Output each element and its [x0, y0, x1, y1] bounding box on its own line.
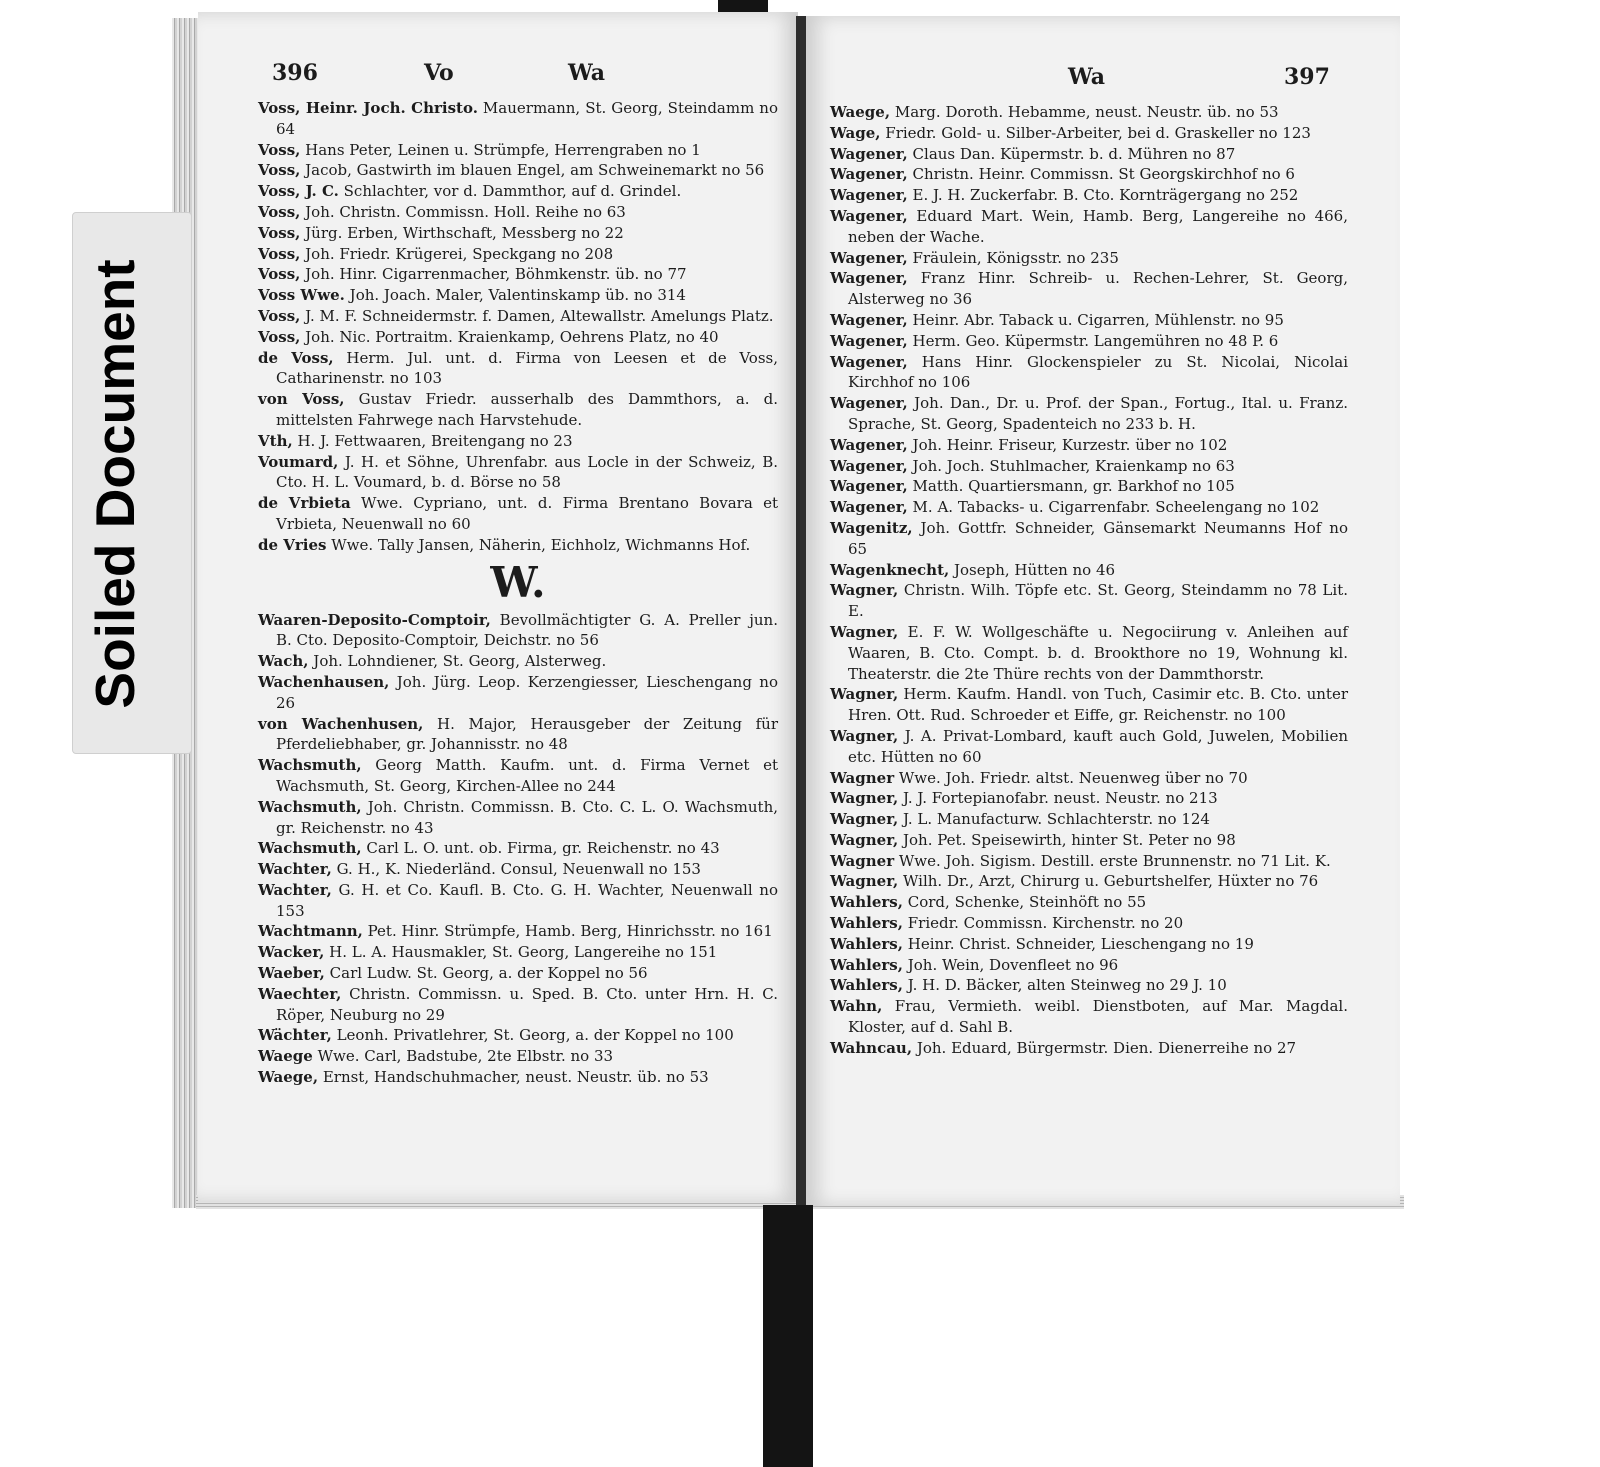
entry-details: Ernst, Handschuhmacher, neust. Neustr. üb. no 53: [318, 1068, 709, 1087]
entry-details: H. J. Fettwaaren, Breitengang no 23: [292, 431, 573, 450]
entry-name: Wage,: [830, 123, 881, 142]
entry-details: G. H., K. Niederländ. Consul, Neuenwall no 153: [331, 860, 701, 879]
directory-entry: [258, 859, 778, 880]
entry-details: Franz Hinr. Schreib- u. Rechen-Lehrer, St. Georg, Alsterweg no 36: [848, 269, 1348, 309]
entry-name: Wagner,: [830, 810, 899, 829]
entry-name: Wagener,: [830, 248, 908, 267]
directory-entry: [258, 1067, 778, 1088]
directory-entry: [258, 202, 778, 223]
entry-details: E. F. W. Wollgeschäfte u. Negociirung v. Anleihen auf Waaren, B. Cto. Compt. b. d. Brookthore no 19, Wohnung kl. Theaterstr. die 2te Thüre rechts von der Dammthorstr.: [848, 622, 1348, 683]
entry-details: Joh. Gottfr. Schneider, Gänsemarkt Neumanns Hof no 65: [848, 518, 1348, 558]
entry-name: Wagener,: [830, 498, 908, 517]
entry-details: Wwe. Joh. Sigism. Destill. erste Brunnenstr. no 71 Lit. K.: [894, 851, 1331, 870]
directory-entry: [258, 838, 778, 859]
directory-entry: [830, 726, 1348, 768]
right-page: [806, 16, 1400, 1206]
entry-name: Wagener,: [830, 352, 908, 371]
entry-details: Carl Ludw. St. Georg, a. der Koppel no 56: [324, 964, 648, 983]
entry-name: Wagenknecht,: [830, 560, 950, 579]
entry-details: Carl L. O. unt. ob. Firma, gr. Reichenstr. no 43: [361, 839, 720, 858]
directory-entry: [258, 942, 778, 963]
entry-name: de Vries: [258, 535, 327, 554]
entry-name: von Voss,: [258, 390, 345, 409]
entry-name: Wahlers,: [830, 976, 903, 995]
entry-details: Wwe. Carl, Badstube, 2te Elbstr. no 33: [312, 1047, 614, 1066]
entry-name: Wagner,: [830, 872, 899, 891]
directory-entry: [258, 651, 778, 672]
directory-entry: [830, 123, 1348, 144]
directory-entry: [830, 435, 1348, 456]
entry-name: Wahncau,: [830, 1038, 913, 1057]
directory-entry: [830, 892, 1348, 913]
entry-name: Voss,: [258, 223, 301, 242]
directory-entry: [830, 975, 1348, 996]
left-header-first: Vo: [424, 60, 454, 86]
entry-name: Wagner,: [830, 726, 899, 745]
directory-entry: [830, 206, 1348, 248]
entry-details: Friedr. Commissn. Kirchenstr. no 20: [902, 914, 1184, 933]
entry-details: Cord, Schenke, Steinhöft no 55: [902, 893, 1147, 912]
entry-name: Wacker,: [258, 943, 325, 962]
entry-details: Joh. Friedr. Krügerei, Speckgang no 208: [300, 244, 614, 263]
entry-details: M. A. Tabacks- u. Cigarrenfabr. Scheelengang no 102: [907, 498, 1320, 517]
soiled-document-label: Soiled Document: [84, 259, 146, 709]
entry-name: Wagener,: [830, 456, 908, 475]
directory-entry: [258, 181, 778, 202]
entry-name: Wagener,: [830, 206, 908, 225]
directory-entry: [258, 535, 778, 556]
directory-entry: [830, 102, 1348, 123]
entry-details: Bevollmächtigter G. A. Preller jun. B. Cto. Deposito-Comptoir, Deichstr. no 56: [276, 610, 778, 650]
entry-details: Joh. Christn. Commissn. Holl. Reihe no 63: [300, 202, 626, 221]
directory-entry: [258, 755, 778, 797]
directory-entry: [258, 244, 778, 265]
entry-name: Waege,: [830, 103, 891, 121]
entry-name: Wagener,: [830, 394, 908, 413]
directory-entry: [258, 452, 778, 494]
directory-entry: [258, 223, 778, 244]
directory-entry: [258, 1046, 778, 1067]
entry-name: Waechter,: [258, 984, 342, 1003]
entry-name: Wagner: [830, 768, 895, 787]
entry-details: Jacob, Gastwirth im blauen Engel, am Schweinemarkt no 56: [300, 161, 765, 180]
entry-name: Wachtmann,: [258, 922, 363, 941]
entry-name: Wagener,: [830, 435, 908, 454]
entry-details: Joh. Eduard, Bürgermstr. Dien. Dienerreihe no 27: [912, 1038, 1297, 1057]
directory-entry: [830, 393, 1348, 435]
directory-entry: [830, 560, 1348, 581]
entry-name: Vth,: [258, 431, 293, 450]
entry-name: Voss,: [258, 140, 301, 159]
directory-entry: [258, 431, 778, 452]
entry-name: Waaren-Deposito-Comptoir,: [258, 610, 491, 629]
left-page: [198, 12, 798, 1202]
entry-name: Wagener,: [830, 477, 908, 496]
entry-name: Wachsmuth,: [258, 839, 362, 858]
directory-entry: [830, 830, 1348, 851]
right-header-second: Wa: [1068, 64, 1106, 90]
directory-entry: [830, 476, 1348, 497]
directory-entry: [258, 327, 778, 348]
directory-entry: [830, 996, 1348, 1038]
entry-details: J. A. Privat-Lombard, kauft auch Gold, Juwelen, Mobilien etc. Hütten no 60: [848, 726, 1348, 766]
directory-entry: [258, 160, 778, 181]
entry-details: Frau, Vermieth. weibl. Dienstboten, auf Mar. Magdal. Kloster, auf d. Sahl B.: [848, 997, 1348, 1037]
directory-entry: [258, 797, 778, 839]
entry-name: Voss,: [258, 161, 301, 180]
entry-details: E. J. H. Zuckerfabr. B. Cto. Kornträgergang no 252: [907, 186, 1299, 205]
directory-entry: [830, 331, 1348, 352]
entry-details: J. H. et Söhne, Uhrenfabr. aus Locle in der Schweiz, B. Cto. H. L. Voumard, b. d. Börse no 58: [276, 452, 778, 492]
entry-name: Voss,: [258, 244, 301, 263]
entry-details: Joseph, Hütten no 46: [949, 560, 1116, 579]
entry-name: Waeber,: [258, 964, 325, 983]
entry-details: Friedr. Gold- u. Silber-Arbeiter, bei d. Graskeller no 123: [880, 123, 1311, 142]
entry-name: Waege: [258, 1047, 313, 1066]
directory-entry: [830, 788, 1348, 809]
entry-details: J. L. Manufacturw. Schlachterstr. no 124: [898, 810, 1210, 829]
entry-name: Wagner,: [830, 581, 899, 600]
entry-details: Hans Peter, Leinen u. Strümpfe, Herrengraben no 1: [300, 140, 701, 159]
entry-name: Voss,: [258, 327, 301, 346]
entry-details: Georg Matth. Kaufm. unt. d. Firma Vernet et Wachsmuth, St. Georg, Kirchen-Allee no 244: [276, 756, 778, 795]
directory-entry: [258, 306, 778, 327]
entry-details: Gustav Friedr. ausserhalb des Dammthors, a. d. mittelsten Fahrwege nach Harvstehude.: [276, 390, 778, 429]
entry-details: Herm. Jul. unt. d. Firma von Leesen et de Voss, Catharinenstr. no 103: [276, 348, 779, 388]
right-entries-list: [830, 102, 1348, 1059]
directory-entry: [258, 285, 778, 306]
entry-name: Wahlers,: [830, 934, 903, 953]
entry-details: Christn. Heinr. Commissn. St Georgskirchhof no 6: [907, 165, 1295, 184]
entry-details: Hans Hinr. Glockenspieler zu St. Nicolai, Nicolai Kirchhof no 106: [848, 352, 1348, 392]
entry-name: Wagner,: [830, 789, 899, 808]
entry-name: Wachenhausen,: [258, 672, 390, 691]
directory-entry: [258, 264, 778, 285]
entry-details: Herm. Geo. Küpermstr. Langemühren no 48 P. 6: [907, 331, 1279, 350]
entry-name: Wagener,: [830, 165, 908, 184]
directory-entry: [830, 310, 1348, 331]
directory-entry: [258, 610, 778, 652]
entry-details: Matth. Quartiersmann, gr. Barkhof no 105: [907, 477, 1235, 496]
entry-name: Wagener,: [830, 186, 908, 205]
directory-entry: [258, 714, 778, 756]
directory-entry: [830, 268, 1348, 310]
directory-entry: [830, 1038, 1348, 1059]
entry-name: Wahlers,: [830, 893, 903, 912]
entry-name: Wächter,: [258, 1026, 332, 1045]
directory-entry: [258, 921, 778, 942]
entry-details: Joh. Pet. Speisewirth, hinter St. Peter no 98: [898, 830, 1236, 849]
entry-details: J. J. Fortepianofabr. neust. Neustr. no 213: [898, 789, 1218, 808]
directory-entry: [830, 580, 1348, 622]
entry-details: Wwe. Tally Jansen, Näherin, Eichholz, Wichmanns Hof.: [326, 535, 751, 554]
directory-entry: [258, 140, 778, 161]
entry-details: Leonh. Privatlehrer, St. Georg, a. der Koppel no 100: [331, 1026, 734, 1045]
directory-entry: [830, 934, 1348, 955]
entry-details: Fräulein, Königsstr. no 235: [907, 248, 1119, 267]
directory-entry: [830, 684, 1348, 726]
entry-details: Claus Dan. Küpermstr. b. d. Mühren no 87: [907, 144, 1236, 163]
entry-details: Eduard Mart. Wein, Hamb. Berg, Langereihe no 466, neben der Wache.: [848, 206, 1348, 246]
directory-entry: [830, 768, 1348, 789]
entry-details: H. Major, Herausgeber der Zeitung für Pferdeliebhaber, gr. Johannisstr. no 48: [276, 714, 778, 754]
entry-name: Voss, J. C.: [258, 182, 339, 201]
entry-details: Joh. Nic. Portraitm. Kraienkamp, Oehrens Platz, no 40: [300, 327, 719, 346]
directory-entry: [830, 518, 1348, 560]
section-letter-w: W.: [490, 557, 546, 607]
left-header-second: Wa: [568, 60, 606, 86]
directory-entry: [258, 98, 778, 140]
entry-name: Waege,: [258, 1068, 319, 1087]
entry-name: Wagner: [830, 851, 895, 870]
entry-name: Wahlers,: [830, 914, 903, 933]
entry-details: Joh. Hinr. Cigarrenmacher, Böhmkenstr. üb. no 77: [300, 265, 687, 284]
entry-name: Wachter,: [258, 880, 332, 899]
directory-entry: [830, 955, 1348, 976]
entry-details: Pet. Hinr. Strümpfe, Hamb. Berg, Hinrichsstr. no 161: [362, 922, 773, 941]
entry-name: Voss,: [258, 202, 301, 221]
entry-name: Wachsmuth,: [258, 756, 362, 775]
entry-details: Schlachter, vor d. Dammthor, auf d. Grindel.: [338, 182, 682, 201]
entry-details: Heinr. Christ. Schneider, Lieschengang no 19: [902, 934, 1254, 953]
left-entries-list: [258, 98, 778, 1088]
entry-details: H. L. A. Hausmakler, St. Georg, Langereihe no 151: [324, 943, 718, 962]
entry-name: Wagener,: [830, 269, 908, 288]
entry-details: Joh. Wein, Dovenfleet no 96: [902, 955, 1119, 974]
entry-name: Wagenitz,: [830, 518, 913, 537]
directory-entry: [830, 622, 1348, 684]
entry-details: Joh. Dan., Dr. u. Prof. der Span., Fortug., Ital. u. Franz. Sprache, St. Georg, Spadenteich no 233 b. H.: [848, 394, 1348, 433]
entry-name: Wahlers,: [830, 955, 903, 974]
binding-strap-bottom: [763, 1205, 813, 1467]
directory-entry: [258, 672, 778, 714]
entry-name: Wachter,: [258, 860, 332, 879]
directory-entry: [258, 348, 778, 390]
entry-name: Voumard,: [258, 452, 339, 471]
entry-name: de Voss,: [258, 348, 334, 367]
directory-entry: [830, 871, 1348, 892]
directory-entry: [830, 164, 1348, 185]
entry-name: Voss,: [258, 265, 301, 284]
left-page-number: 396: [272, 60, 318, 86]
right-page-number: 397: [1284, 64, 1330, 90]
entry-name: Wagner,: [830, 685, 899, 704]
directory-entry: [830, 809, 1348, 830]
directory-entry: [830, 248, 1348, 269]
entry-details: J. H. D. Bäcker, alten Steinweg no 29 J. 10: [902, 976, 1227, 995]
directory-entry: [258, 984, 778, 1026]
entry-name: Voss Wwe.: [258, 286, 345, 305]
entry-name: Wachsmuth,: [258, 797, 362, 816]
entry-details: Joh. Joch. Stuhlmacher, Kraienkamp no 63: [907, 456, 1235, 475]
directory-entry: [258, 1025, 778, 1046]
entry-details: Joh. Christn. Commissn. B. Cto. C. L. O. Wachsmuth, gr. Reichenstr. no 43: [276, 797, 778, 837]
directory-entry: [830, 144, 1348, 165]
directory-entry: [830, 352, 1348, 394]
directory-entry: [830, 185, 1348, 206]
directory-entry: [830, 497, 1348, 518]
directory-entry: [258, 880, 778, 922]
entry-details: Wwe. Cypriano, unt. d. Firma Brentano Bovara et Vrbieta, Neuenwall no 60: [276, 494, 778, 533]
directory-entry: [830, 456, 1348, 477]
entry-details: Joh. Joach. Maler, Valentinskamp üb. no 314: [344, 286, 686, 305]
entry-details: Wilh. Dr., Arzt, Chirurg u. Geburtshelfer, Hüxter no 76: [898, 872, 1319, 891]
entry-details: Joh. Lohndiener, St. Georg, Alsterweg.: [308, 652, 607, 671]
entry-details: Christn. Commissn. u. Sped. B. Cto. unter Hrn. H. C. Röper, Neuburg no 29: [276, 984, 778, 1024]
directory-entry: [258, 389, 778, 431]
entry-details: J. M. F. Schneidermstr. f. Damen, Altewallstr. Amelungs Platz.: [300, 306, 774, 325]
directory-entry: [830, 913, 1348, 934]
entry-name: von Wachenhusen,: [258, 714, 424, 733]
entry-name: Wagner,: [830, 622, 899, 641]
entry-name: de Vrbieta: [258, 494, 351, 513]
entry-details: Christn. Wilh. Töpfe etc. St. Georg, Steindamm no 78 Lit. E.: [848, 581, 1348, 621]
directory-entry: [830, 851, 1348, 872]
entry-name: Voss, Heinr. Joch. Christo.: [258, 99, 478, 117]
entry-details: Heinr. Abr. Taback u. Cigarren, Mühlenstr. no 95: [907, 310, 1284, 329]
entry-details: Marg. Doroth. Hebamme, neust. Neustr. üb. no 53: [890, 103, 1279, 121]
entry-name: Wagener,: [830, 144, 908, 163]
entry-name: Wahn,: [830, 997, 883, 1016]
entry-details: G. H. et Co. Kaufl. B. Cto. G. H. Wachter, Neuenwall no 153: [276, 880, 778, 920]
entry-details: Jürg. Erben, Wirthschaft, Messberg no 22: [300, 223, 624, 242]
entry-details: Joh. Heinr. Friseur, Kurzestr. über no 102: [907, 435, 1228, 454]
entry-name: Wach,: [258, 652, 309, 671]
entry-details: Herm. Kaufm. Handl. von Tuch, Casimir etc. B. Cto. unter Hren. Ott. Rud. Schroeder et Eiffe, gr. Reichenstr. no 100: [848, 685, 1348, 725]
directory-entry: [258, 963, 778, 984]
entry-details: Mauermann, St. Georg, Steindamm no 64: [276, 99, 778, 138]
directory-entry: [258, 493, 778, 535]
entry-details: Wwe. Joh. Friedr. altst. Neuenweg über no 70: [894, 768, 1248, 787]
entry-name: Voss,: [258, 306, 301, 325]
entry-name: Wagener,: [830, 331, 908, 350]
entry-name: Wagener,: [830, 310, 908, 329]
entry-name: Wagner,: [830, 830, 899, 849]
entry-details: Joh. Jürg. Leop. Kerzengiesser, Lieschengang no 26: [276, 672, 778, 712]
